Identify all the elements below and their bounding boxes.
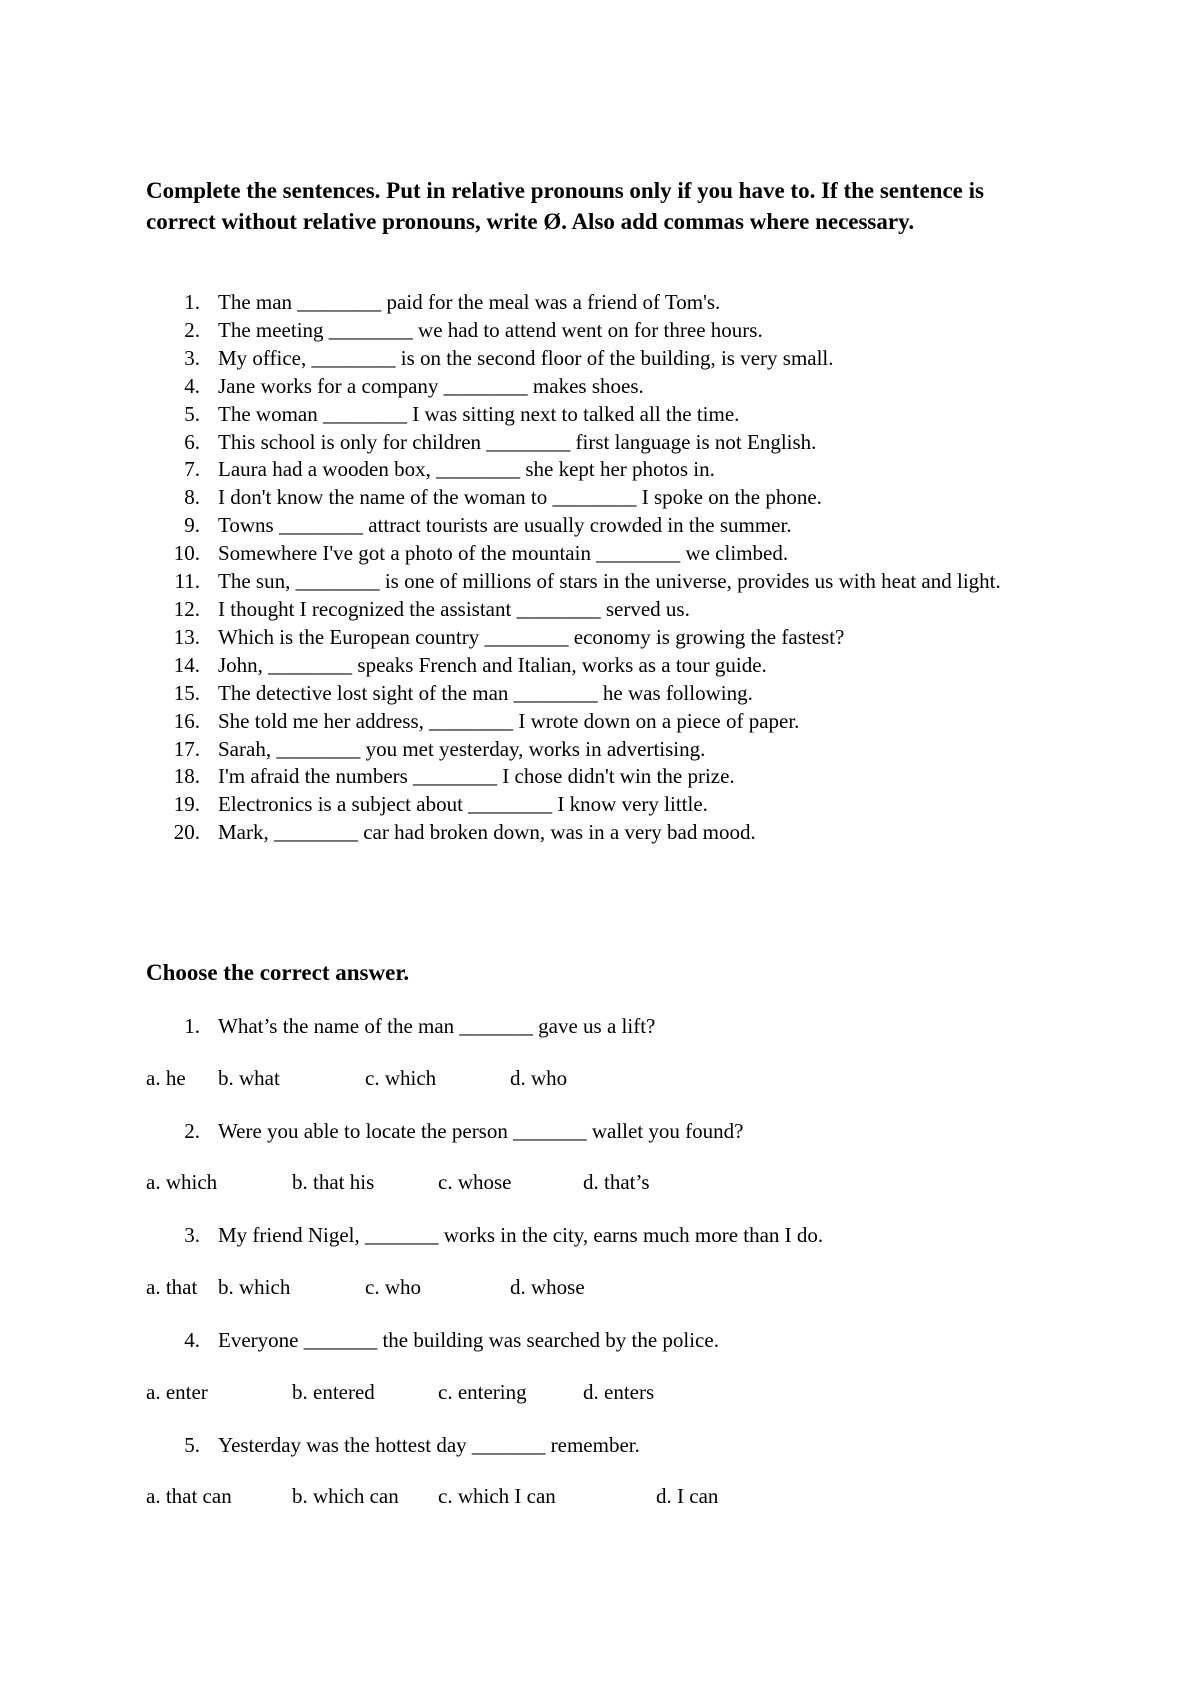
list-item [146, 289, 1046, 317]
list-item [146, 819, 1046, 847]
item-text: Towns ________ attract tourists are usually crowded in the summer. [218, 513, 792, 538]
fill-in-list [146, 289, 1046, 847]
list-item [146, 401, 1046, 429]
item-text: Mark, ________ car had broken down, was in a very bad mood. [218, 820, 756, 845]
item-text: Sarah, ________ you met yesterday, works in advertising. [218, 736, 706, 761]
mc-options [146, 1064, 1046, 1092]
item-number: 5. [184, 401, 200, 426]
item-number: 15. [173, 680, 200, 705]
item-number: 2. [184, 317, 200, 342]
section2-instruction: Choose the correct answer. [146, 960, 410, 985]
list-item [146, 345, 1046, 373]
item-text: The sun, ________ is one of millions of stars in the universe, provides us with heat and light. [218, 569, 1001, 594]
option-c: c. who [365, 1275, 421, 1299]
list-item [146, 708, 1046, 736]
question-number: 2. [184, 1119, 200, 1143]
item-text: My office, ________ is on the second floor of the building, is very small. [218, 345, 834, 370]
item-number: 16. [173, 708, 200, 733]
option-b: b. what [218, 1066, 280, 1090]
item-number: 11. [174, 569, 200, 594]
question-text: What’s the name of the man _______ gave us a lift? [218, 1014, 656, 1038]
question-number: 3. [184, 1223, 200, 1247]
option-d: d. who [510, 1066, 568, 1090]
option-b: b. which can [292, 1484, 399, 1508]
list-item [146, 736, 1046, 764]
option-b: b. which [218, 1275, 291, 1299]
list-item [146, 512, 1046, 540]
list-item [146, 568, 1046, 596]
question-number: 1. [184, 1014, 200, 1038]
list-item [146, 763, 1046, 791]
option-d: d. whose [510, 1275, 585, 1299]
list-item [146, 624, 1046, 652]
item-text: The meeting ________ we had to attend went on for three hours. [218, 317, 763, 342]
item-number: 1. [184, 290, 200, 314]
list-item [146, 456, 1046, 484]
question-number: 4. [184, 1328, 200, 1352]
list-item [146, 317, 1046, 345]
option-d: d. that’s [583, 1170, 650, 1194]
option-c: c. entering [438, 1380, 527, 1404]
list-item [146, 652, 1046, 680]
item-text: The woman ________ I was sitting next to talked all the time. [218, 401, 740, 426]
item-text: Laura had a wooden box, ________ she kept her photos in. [218, 457, 715, 482]
option-d: d. enters [583, 1380, 655, 1404]
mc-options [146, 1273, 1046, 1301]
option-b: b. that his [292, 1170, 375, 1194]
item-text: Jane works for a company ________ makes shoes. [218, 373, 644, 398]
option-c: c. which I can [438, 1484, 556, 1508]
mc-options [146, 1482, 1046, 1510]
item-number: 9. [184, 513, 200, 538]
option-c: c. which [365, 1066, 437, 1090]
item-number: 17. [173, 736, 200, 761]
option-a: a. enter [146, 1380, 208, 1404]
list-item [146, 540, 1046, 568]
option-d: d. I can [656, 1484, 719, 1508]
mc-options [146, 1378, 1046, 1406]
option-b: b. entered [292, 1380, 375, 1404]
question-text: Were you able to locate the person _______ wallet you found? [218, 1119, 744, 1143]
option-a: a. that [146, 1275, 198, 1299]
option-a: a. he [146, 1066, 186, 1090]
item-text: Which is the European country ________ economy is growing the fastest? [218, 624, 845, 649]
question-text: Yesterday was the hottest day _______ remember. [218, 1433, 640, 1457]
question-number: 5. [184, 1433, 200, 1457]
item-number: 7. [184, 457, 200, 482]
list-item [146, 596, 1046, 624]
item-number: 19. [173, 792, 200, 817]
item-text: This school is only for children ________ first language is not English. [218, 429, 817, 454]
item-text: She told me her address, ________ I wrote down on a piece of paper. [218, 708, 800, 733]
item-text: I thought I recognized the assistant ________ served us. [218, 596, 690, 621]
list-item [146, 373, 1046, 401]
item-number: 10. [173, 541, 200, 566]
question-text: Everyone _______ the building was searched by the police. [218, 1328, 719, 1352]
list-item [146, 680, 1046, 708]
option-a: a. that can [146, 1484, 232, 1508]
item-number: 8. [184, 485, 200, 510]
item-number: 3. [184, 345, 200, 370]
section1-instruction: Complete the sentences. Put in relative pronouns only if you have to. If the sentence is correct without relative pronouns, write Ø. Also add commas where necessary. [146, 178, 984, 234]
item-number: 6. [184, 429, 200, 454]
item-number: 18. [173, 764, 200, 789]
item-text: John, ________ speaks French and Italian, works as a tour guide. [218, 652, 767, 677]
list-item [146, 791, 1046, 819]
item-number: 4. [184, 373, 200, 398]
item-text: Electronics is a subject about ________ I know very little. [218, 792, 708, 817]
list-item [146, 429, 1046, 457]
option-a: a. which [146, 1170, 218, 1194]
item-text: The man ________ paid for the meal was a friend of Tom's. [218, 290, 721, 314]
item-text: I don't know the name of the woman to ________ I spoke on the phone. [218, 485, 822, 510]
list-item [146, 484, 1046, 512]
item-number: 14. [173, 652, 200, 677]
mc-options [146, 1168, 1046, 1196]
item-text: The detective lost sight of the man ________ he was following. [218, 680, 753, 705]
question-text: My friend Nigel, _______ works in the city, earns much more than I do. [218, 1223, 824, 1247]
item-number: 12. [173, 596, 200, 621]
item-number: 13. [173, 624, 200, 649]
item-text: I'm afraid the numbers ________ I chose didn't win the prize. [218, 764, 735, 789]
item-number: 20. [173, 820, 200, 845]
option-c: c. whose [438, 1170, 512, 1194]
item-text: Somewhere I've got a photo of the mountain ________ we climbed. [218, 541, 789, 566]
